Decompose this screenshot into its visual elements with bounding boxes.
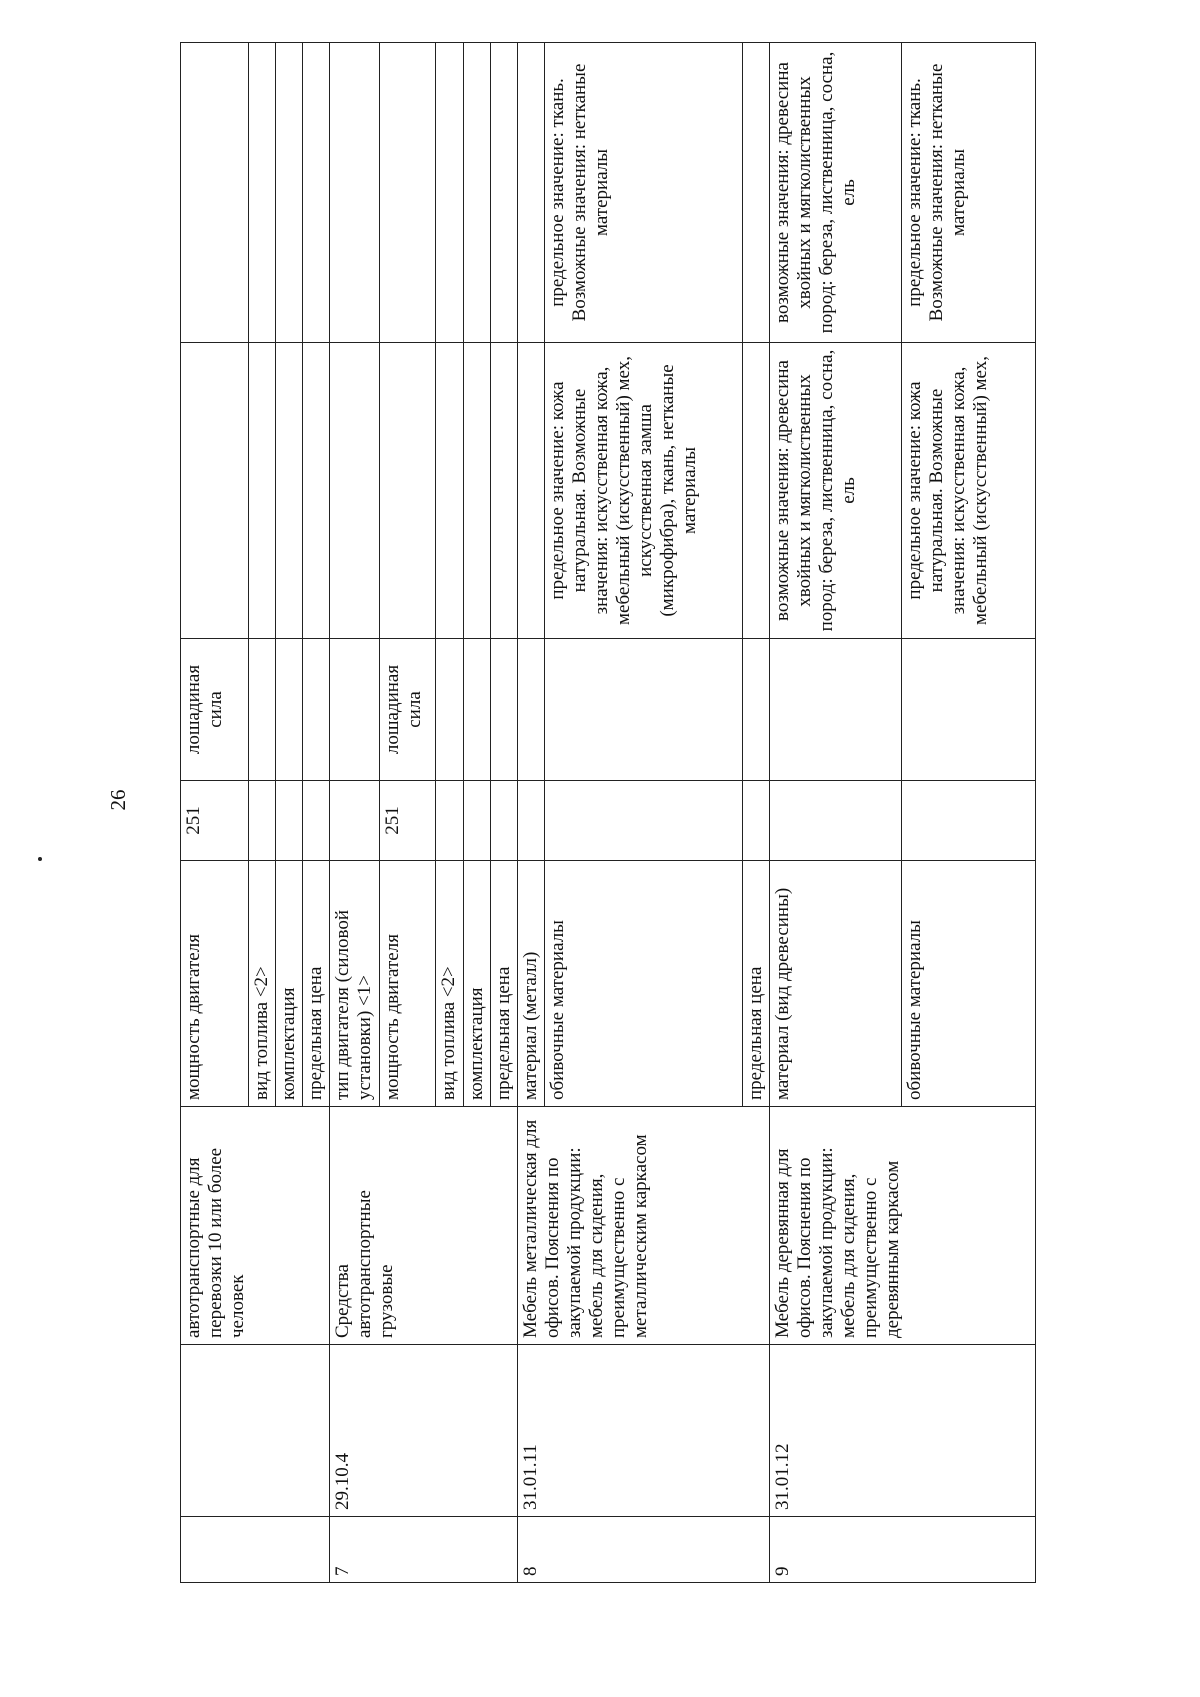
unit-name [464, 639, 491, 781]
product-name: Мебель деревянная для офисов. Пояснения по закупаемой продукции: мебель для сидения, преимущественно с деревянным каркасом [770, 1107, 1036, 1345]
okpd-code: 31.01.12 [770, 1345, 1036, 1517]
unit-name [491, 639, 518, 781]
product-name: Мебель металлическая для офисов. Пояснения по закупаемой продукции: мебель для сидения, преимущественно с металлическим каркасом [518, 1107, 770, 1345]
okei-code: 251 [380, 781, 436, 861]
okpd-code: 31.01.11 [518, 1345, 770, 1517]
okpd-code: 29.10.4 [330, 1345, 518, 1517]
unit-name [518, 639, 545, 781]
row-number: 7 [330, 1517, 518, 1583]
unit-name [276, 639, 303, 781]
value-high: возможные значения: древесина хвойных и мягколиственных пород: береза, лиственница, сосна, ель [770, 343, 902, 639]
value-low [743, 43, 770, 343]
okei-code [902, 781, 1036, 861]
characteristic: материал (вид древесины) [770, 861, 902, 1107]
unit-name [902, 639, 1036, 781]
table-row [181, 43, 249, 1583]
row-number: 9 [770, 1517, 1036, 1583]
okei-code: 251 [181, 781, 249, 861]
characteristic: вид топлива <2> [436, 861, 464, 1107]
okei-code [464, 781, 491, 861]
value-high: предельное значение: кожа натуральная. Возможные значения: искусственная кожа, мебельный (искусственный) мех, искусственная замша (микрофибра), ткань, нетканые материалы [545, 343, 743, 639]
scan-dot [38, 857, 42, 861]
value-low: предельное значение: ткань. Возможные значения: нетканые материалы [902, 43, 1036, 343]
unit-name [330, 639, 380, 781]
value-high [436, 343, 464, 639]
characteristic: мощность двигателя [181, 861, 249, 1107]
product-name: Средства автотранспортные грузовые [330, 1107, 518, 1345]
table-row [330, 43, 380, 1583]
page-number: 26 [106, 789, 130, 811]
value-low [276, 43, 303, 343]
row-number [181, 1517, 330, 1583]
okei-code [743, 781, 770, 861]
value-low [464, 43, 491, 343]
value-low [330, 43, 380, 343]
characteristic: вид топлива <2> [249, 861, 276, 1107]
value-low [380, 43, 436, 343]
value-high [491, 343, 518, 639]
document-table-rotated [180, 43, 1080, 1583]
characteristic: обивочные материалы [902, 861, 1036, 1107]
value-low: возможные значения: древесина хвойных и мягколиственных пород: береза, лиственница, сосна, ель [770, 43, 902, 343]
okei-code [249, 781, 276, 861]
characteristic: предельная цена [743, 861, 770, 1107]
okpd-code [181, 1345, 330, 1517]
value-low [491, 43, 518, 343]
table-row [518, 43, 545, 1583]
value-high: предельное значение: кожа натуральная. Возможные значения: искусственная кожа, мебельный (искусственный) мех, [902, 343, 1036, 639]
value-low [436, 43, 464, 343]
value-high [303, 343, 330, 639]
unit-name [436, 639, 464, 781]
unit-name [545, 639, 743, 781]
value-low [181, 43, 249, 343]
okei-code [276, 781, 303, 861]
okei-code [518, 781, 545, 861]
okei-code [545, 781, 743, 861]
value-low [249, 43, 276, 343]
okei-code [303, 781, 330, 861]
value-high [181, 343, 249, 639]
unit-name [249, 639, 276, 781]
product-name: автотранспортные для перевозки 10 или более человек [181, 1107, 330, 1345]
characteristic: предельная цена [491, 861, 518, 1107]
unit-name: лошадиная сила [181, 639, 249, 781]
unit-name [303, 639, 330, 781]
value-high [380, 343, 436, 639]
value-high [464, 343, 491, 639]
characteristic: тип двигателя (силовой установки) <1> [330, 861, 380, 1107]
value-high [330, 343, 380, 639]
characteristic: предельная цена [303, 861, 330, 1107]
characteristic: комплектация [276, 861, 303, 1107]
unit-name [743, 639, 770, 781]
okei-code [436, 781, 464, 861]
characteristic: обивочные материалы [545, 861, 743, 1107]
okei-code [330, 781, 380, 861]
value-high [518, 343, 545, 639]
okei-code [491, 781, 518, 861]
okei-code [770, 781, 902, 861]
procurement-table [180, 42, 1036, 1583]
unit-name: лошадиная сила [380, 639, 436, 781]
table-row [770, 43, 902, 1583]
characteristic: комплектация [464, 861, 491, 1107]
value-low: предельное значение: ткань. Возможные значения: нетканые материалы [545, 43, 743, 343]
value-high [249, 343, 276, 639]
value-high [276, 343, 303, 639]
value-low [518, 43, 545, 343]
characteristic: мощность двигателя [380, 861, 436, 1107]
row-number: 8 [518, 1517, 770, 1583]
characteristic: материал (металл) [518, 861, 545, 1107]
unit-name [770, 639, 902, 781]
value-low [303, 43, 330, 343]
value-high [743, 343, 770, 639]
